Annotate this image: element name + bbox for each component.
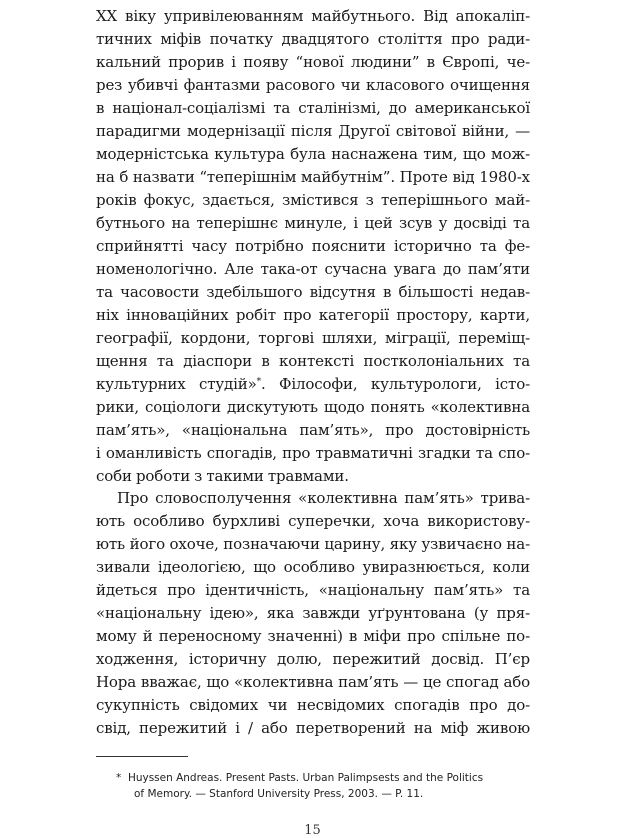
paragraph-2 (96, 487, 530, 740)
text-line: ють особливо бурхливі суперечки, хоча використову- (96, 512, 530, 530)
text-line: на б назвати “теперішнім майбутнім”. Проте від 1980-х (96, 168, 530, 186)
text-line: йдеться про ідентичність, «національну пам’ять» та (96, 581, 530, 599)
text-line: тичних міфів початку двадцятого століття про ради- (96, 30, 530, 48)
text-line: бутнього на теперішнє минуле, і цей зсув у досвіді та (96, 214, 530, 232)
footnote-divider (96, 756, 188, 757)
text-line: ніх інноваційних робіт про категорії простору, карти, (96, 306, 530, 324)
text-line: і оманливість спогадів, про травматичні згадки та спо- (96, 444, 530, 462)
footnote-line (96, 770, 530, 786)
text-line-with-footnote-ref (96, 373, 530, 396)
text-line: щення та діаспори в контексті постколоніальних та (96, 352, 530, 370)
footnote-line: of Memory. — Stanford University Press, 2003. — P. 11. (134, 788, 424, 800)
text-line: Нора вважає, що «колективна пам’ять — це спогад або (96, 673, 530, 691)
text-line: кальний прорив і появу “нової людини” в Європі, че- (96, 53, 530, 71)
text-line: свід, пережитий і / або перетворений на міф живою (96, 719, 530, 737)
text-line: ходження, історичну долю, пережитий досвід. П’єр (96, 650, 530, 668)
page-number: 15 (304, 823, 321, 838)
text-line: модерністська культура була наснажена тим, що мож- (96, 145, 530, 163)
text-line: «національну ідею», яка завжди уґрунтована (у пря- (96, 604, 530, 622)
text-line: номенологічно. Але така-от сучасна увага до пам’яти (96, 260, 530, 278)
text-line: рики, соціологи дискутують щодо понять «колективна (96, 398, 530, 416)
text-line: мому й переносному значенні) в міфи про спільне по- (96, 627, 530, 645)
text-line: географії, кордони, торгові шляхи, міграції, переміщ- (96, 329, 530, 347)
text-line: років фокус, здається, змістився з теперішнього май- (96, 191, 530, 209)
footnote-reference: * (256, 377, 262, 387)
text-line: зивали ідеологією, що особливо увиразнюється, коли (96, 558, 530, 576)
footnote (96, 770, 530, 802)
text-line: та часовости здебільшого відсутня в більшості недав- (96, 283, 530, 301)
text-line: сприйнятті часу потрібно пояснити історично та фе- (96, 237, 530, 255)
text-fragment: . Філософи, культурологи, істо- (261, 375, 530, 393)
text-line: пам’ять», «національна пам’ять», про достовірність (96, 421, 530, 439)
text-line: соби роботи з такими травмами. (96, 467, 349, 485)
footnote-text: Huyssen Andreas. Present Pasts. Urban Palimpsests and the Politics (127, 772, 484, 784)
text-line: Про словосполучення «колективна пам’ять» трива- (117, 489, 530, 507)
text-line: сукупність свідомих чи несвідомих спогадів про до- (96, 696, 530, 714)
text-line: рез убивчі фантазми расового чи класового очищення (96, 76, 530, 94)
text-line: парадигми модернізації після Другої світової війни, — (96, 122, 530, 140)
text-line: XX віку упривілеюванням майбутнього. Від апокаліп- (96, 7, 530, 25)
text-fragment: культурних студій» (96, 375, 257, 393)
text-line: ють його охоче, позначаючи царину, яку узвичаєно на- (96, 535, 530, 553)
footnote-marker: * (116, 772, 122, 784)
text-line: в націонал-соціалізмі та сталінізмі, до американської (96, 99, 530, 117)
paragraph-1 (96, 5, 530, 488)
